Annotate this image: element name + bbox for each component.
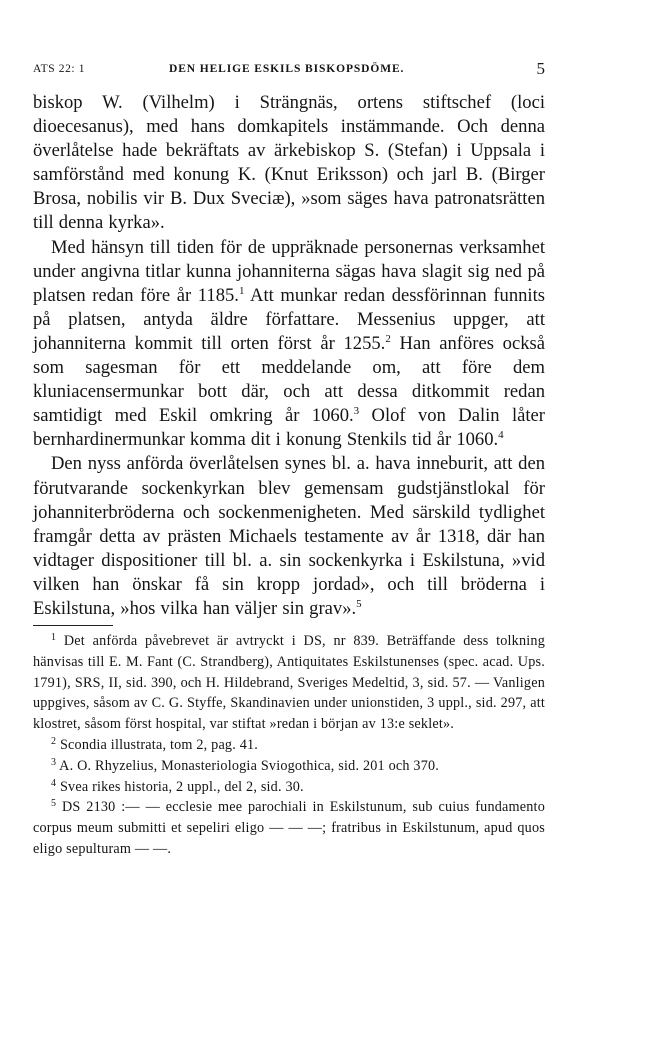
footnote-text: A. O. Rhyzelius, Monasteriologia Sviogothica, sid. 201 och 370.	[56, 757, 440, 774]
footnote-number: 5	[51, 798, 57, 810]
footnote-text: Scondia illustrata, tom 2, pag. 41.	[56, 737, 259, 754]
footnote-number: 1	[51, 632, 57, 644]
footnote-number: 2	[51, 736, 57, 748]
paragraph-text: Olof von Dalin låter bernhardinermunkar komma dit i konung Stenkils tid år 1060.	[33, 405, 545, 451]
footnote-rule	[33, 625, 113, 626]
footnote	[33, 735, 545, 756]
footnote	[33, 797, 545, 859]
footnote-number: 4	[51, 777, 57, 789]
footnotes	[33, 631, 545, 860]
running-title: DEN HELIGE ESKILS BISKOPSDÖME.	[169, 63, 405, 75]
footnote-ref[interactable]: 4	[498, 429, 504, 442]
footnote-ref[interactable]: 2	[385, 332, 391, 345]
page-number: 5	[536, 59, 545, 78]
footnote-ref[interactable]: 5	[356, 597, 362, 610]
book-page	[33, 58, 545, 860]
footnote	[33, 756, 545, 777]
footnote	[33, 777, 545, 798]
page-header	[33, 58, 545, 84]
paragraph-text: Den nyss anförda överlåtelsen synes bl. a. hava inneburit, att den förutvarande sockenkyrkan blev gemensam gudstjänstlokal för johanniterbröderna och sockenmenigheten. Med särskild tydlighet framgår detta av prästen Michaels testamente av år 1318, där han vidtager dispositioner till bl. a. sin sockenkyrka i Eskilstuna, »vid vilken han önskar få sin kropp jordad», och till bröderna i Eskilstuna, »hos vilka han väljer sin grav».	[33, 453, 545, 619]
body-paragraph	[33, 91, 545, 236]
footnote-ref[interactable]: 3	[353, 405, 360, 418]
footnote-number: 3	[51, 756, 57, 768]
signature-mark: ATS 22: 1	[33, 63, 86, 75]
footnote-text: Det anförda påvebrevet är avtryckt i DS, nr 839. Beträffande dess tolkning hänvisas till E. M. Fant (C. Strandberg), Antiquitates Eskilstunenses (spec. acad. Ups. 1791), SRS, II, sid. 390, och H. Hildebrand, Sveriges Medeltid, 3, sid. 57. — Vanligen uppgives, såsom av C. G. Styffe, Skandinavien under unionstiden, 3 uppl., sid. 297, att klostret, såsom först hospital, var stiftat »redan i början av 13:e seklet».	[33, 633, 545, 733]
footnote-text: Svea rikes historia, 2 uppl., del 2, sid. 30.	[56, 778, 304, 795]
body-text	[33, 91, 545, 621]
footnote-ref[interactable]: 1	[238, 284, 245, 297]
paragraph-text: Han anföres också som sagesman för ett meddelande om, att före dem kluniacensermunkar bott där, och att dessa ditkommit redan samtidigt med Eskil omkring år 1060.	[33, 332, 545, 427]
paragraph-text: Med hänsyn till tiden för de uppräknade personernas verksamhet under angivna titlar kunna johanniterna sägas hava slagit sig ned på platsen redan före år 1185.	[33, 236, 545, 306]
paragraph-text: biskop W. (Vilhelm) i Strängnäs, ortens stiftschef (loci dioecesanus), med hans domkapitels instämmande. Och denna överlåtelse hade bekräftats av ärkebiskop S. (Stefan) i Uppsala i samförstånd med konung K. (Knut Eriksson) och jarl B. (Birger Brosa, nobilis vir B. Dux Sveciæ), »som säges hava patronatsrätten till denna kyrka».	[33, 92, 545, 234]
body-paragraph	[33, 452, 545, 621]
footnote	[33, 631, 545, 735]
body-paragraph	[33, 236, 545, 453]
paragraph-text: Att munkar redan dessförinnan funnits på platsen, antyda äldre författare. Messenius uppger, att johanniterna kommit till orten först år 1255.	[33, 284, 545, 354]
footnote-text: DS 2130 :— — ecclesie mee parochiali in Eskilstunum, sub cuius fundamento corpus meum submitti et sepeliri eligo — — —; fratribus in Eskilstunum, apud quos eligo sepulturam — —.	[33, 799, 545, 858]
